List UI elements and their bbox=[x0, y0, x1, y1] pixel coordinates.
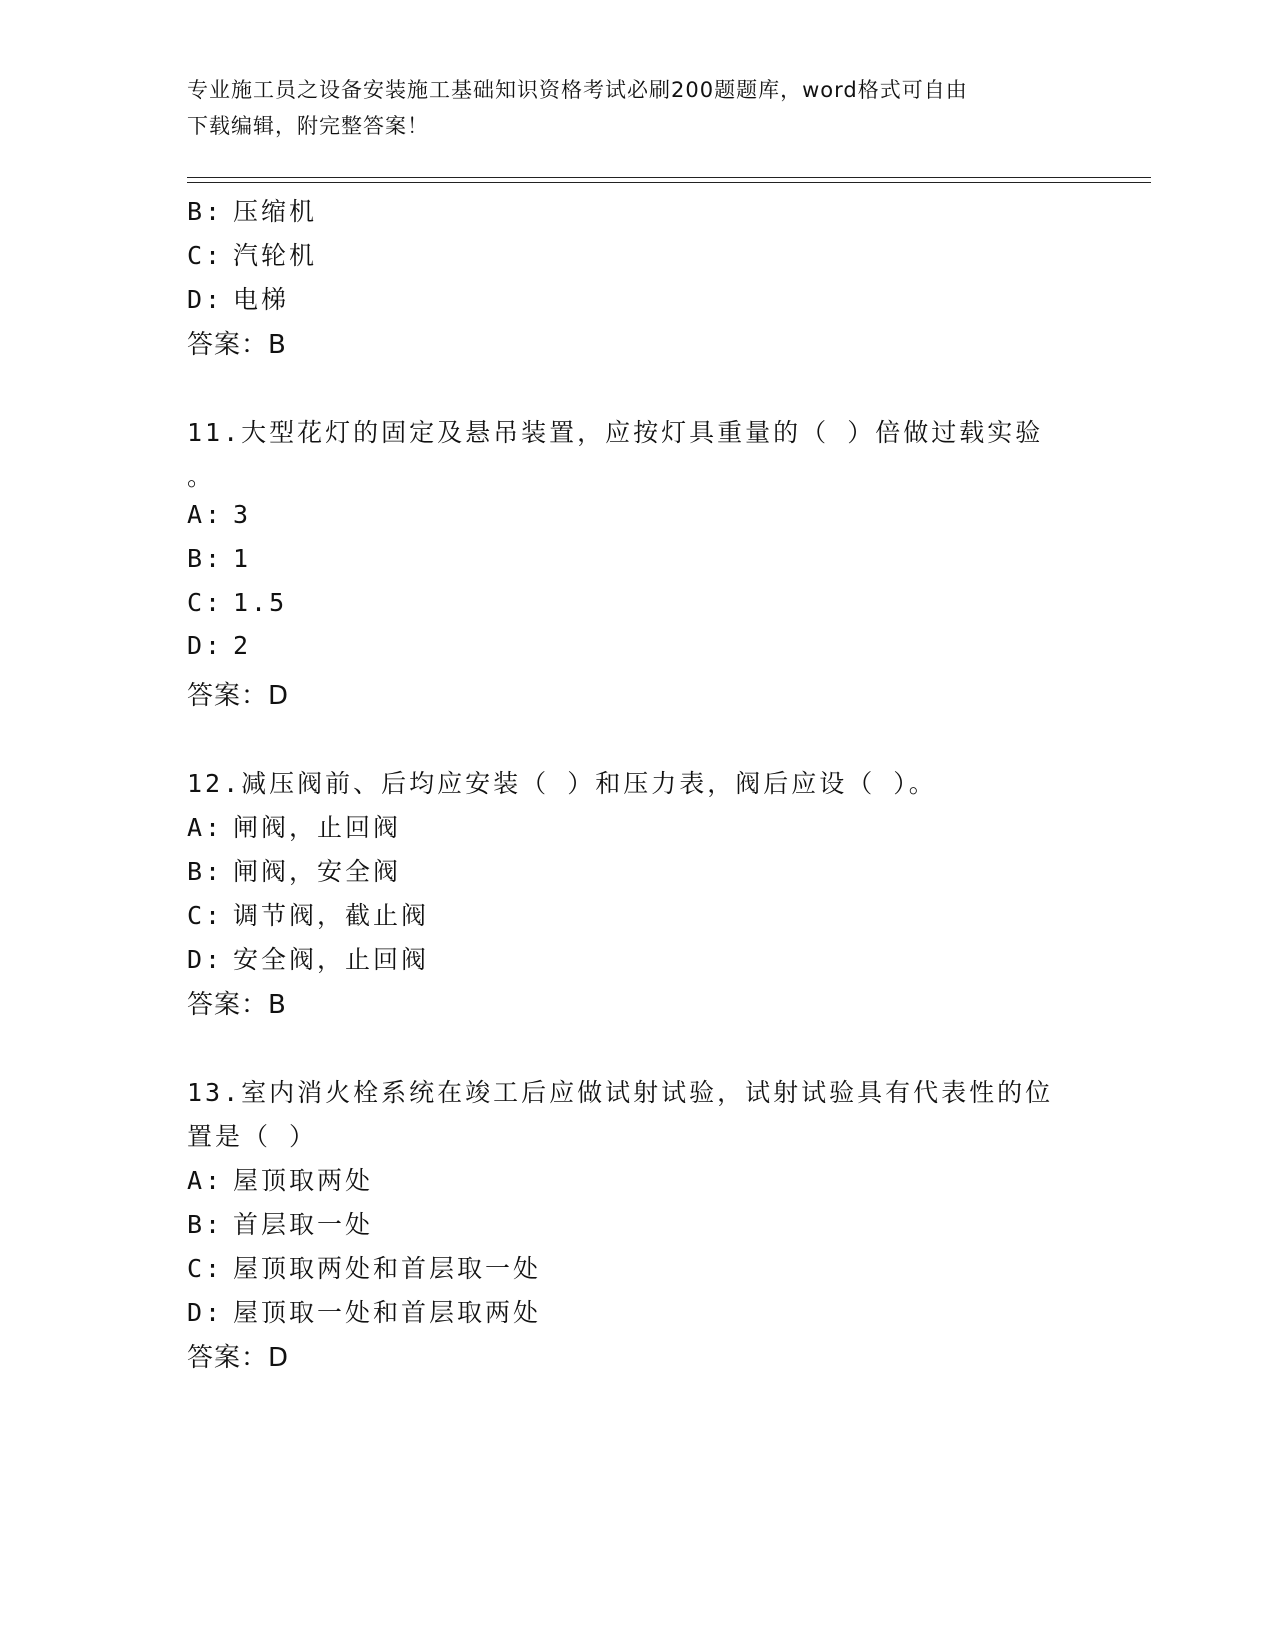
option-key: A: bbox=[187, 500, 224, 529]
option-text: 3 bbox=[233, 500, 252, 529]
option-key: D: bbox=[187, 631, 224, 660]
option-key: D: bbox=[187, 285, 224, 314]
option-c bbox=[187, 588, 287, 617]
option-d bbox=[187, 940, 429, 976]
option-text: 电梯 bbox=[233, 285, 290, 314]
option-text: 屋顶取一处和首层取两处 bbox=[233, 1298, 542, 1327]
option-text: 2 bbox=[233, 631, 252, 660]
option-b bbox=[187, 852, 401, 888]
option-key: C: bbox=[187, 1254, 224, 1283]
answer-line: 答案：B bbox=[187, 330, 287, 360]
header-line-2: 下载编辑，附完整答案！ bbox=[187, 114, 429, 138]
option-c bbox=[187, 236, 317, 272]
option-key: C: bbox=[187, 588, 224, 617]
option-text: 闸阀，安全阀 bbox=[233, 857, 402, 886]
option-c bbox=[187, 896, 429, 932]
option-text: 调节阀，截止阀 bbox=[233, 901, 430, 930]
document-header bbox=[187, 72, 1087, 144]
header-line-1: 专业施工员之设备安装施工基础知识资格考试必刷200题题库，word格式可自由 bbox=[187, 78, 968, 102]
option-key: D: bbox=[187, 1298, 224, 1327]
option-a bbox=[187, 500, 251, 529]
option-key: B: bbox=[187, 1210, 224, 1239]
option-text: 1 bbox=[233, 544, 252, 573]
option-a bbox=[187, 808, 401, 844]
option-key: B: bbox=[187, 857, 224, 886]
option-text: 首层取一处 bbox=[233, 1210, 374, 1239]
option-text: 闸阀，止回阀 bbox=[233, 813, 402, 842]
option-text: 1.5 bbox=[233, 588, 288, 617]
option-text: 屋顶取两处和首层取一处 bbox=[233, 1254, 542, 1283]
option-b bbox=[187, 544, 251, 573]
answer-line: 答案：D bbox=[187, 1343, 290, 1373]
option-d bbox=[187, 280, 289, 316]
option-c bbox=[187, 1249, 541, 1285]
option-b bbox=[187, 192, 317, 228]
option-d bbox=[187, 1293, 541, 1329]
option-text: 安全阀，止回阀 bbox=[233, 945, 430, 974]
question-12-stem: 12.减压阀前、后均应安装（ ）和压力表，阀后应设（ ）。 bbox=[187, 769, 937, 798]
option-key: C: bbox=[187, 241, 224, 270]
option-key: A: bbox=[187, 813, 224, 842]
question-11-stem-continued: 。 bbox=[187, 462, 216, 491]
option-key: D: bbox=[187, 945, 224, 974]
header-divider-bottom bbox=[187, 182, 1151, 183]
header-divider-top bbox=[187, 177, 1151, 178]
question-13-stem: 13.室内消火栓系统在竣工后应做试射试验，试射试验具有代表性的位 bbox=[187, 1078, 1054, 1107]
option-text: 压缩机 bbox=[233, 197, 318, 226]
answer-line: 答案：D bbox=[187, 681, 290, 711]
question-11-stem: 11.大型花灯的固定及悬吊装置，应按灯具重量的（ ）倍做过载实验 bbox=[187, 418, 1044, 447]
option-key: B: bbox=[187, 544, 224, 573]
option-d bbox=[187, 631, 251, 660]
option-key: C: bbox=[187, 901, 224, 930]
option-text: 屋顶取两处 bbox=[233, 1166, 374, 1195]
question-13-stem-continued: 置是（ ） bbox=[187, 1122, 318, 1151]
answer-line: 答案：B bbox=[187, 990, 287, 1020]
option-b bbox=[187, 1205, 373, 1241]
option-text: 汽轮机 bbox=[233, 241, 318, 270]
option-a bbox=[187, 1161, 373, 1197]
option-key: B: bbox=[187, 197, 224, 226]
option-key: A: bbox=[187, 1166, 224, 1195]
